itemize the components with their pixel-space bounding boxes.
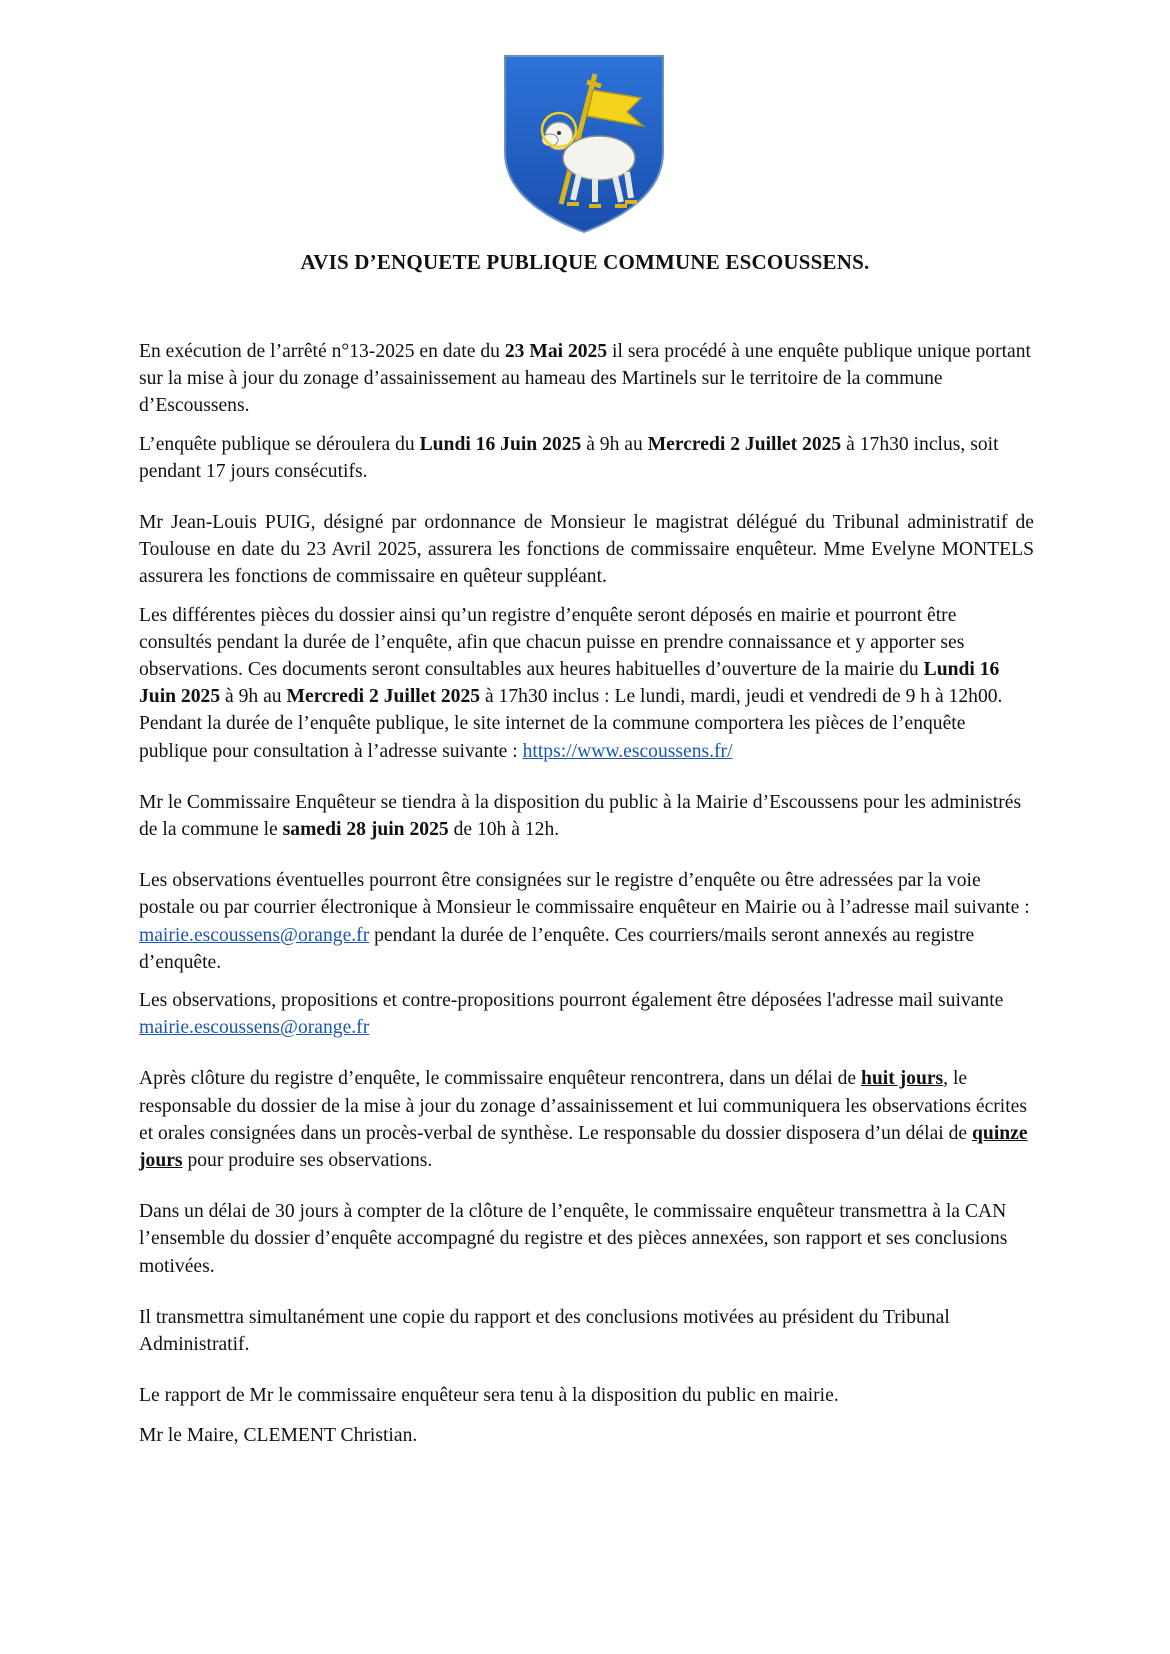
text: pour produire ses observations. — [182, 1150, 433, 1172]
text: de 10h à 12h. — [448, 819, 560, 841]
website-link[interactable]: https://www.escoussens.fr/ — [522, 740, 733, 762]
document-title: AVIS D’ENQUETE PUBLIQUE COMMUNE ESCOUSSENS. — [300, 250, 870, 274]
email-link[interactable]: mairie.escoussens@orange.fr — [139, 1017, 370, 1039]
text: Les observations éventuelles pourront être consignées sur le registre d’enquête ou être adressées par la voie postale ou par courrier électronique à Monsieur le commissaire enquêteur en Mairie ou à l’adresse mail suivante : — [139, 870, 1030, 919]
date-end: Mercredi 2 Juillet 2025 — [286, 686, 481, 708]
text: En exécution de l’arrêté n°13-2025 en date du — [139, 341, 505, 362]
coat-of-arms-icon — [503, 54, 665, 234]
paragraph-arrete — [139, 338, 1034, 420]
paragraph-permanence — [139, 789, 1034, 843]
date-end: Mercredi 2 Juillet 2025 — [647, 433, 842, 455]
text: il sera procédé à une enquête publique unique portant sur la mise à jour du zonage d’assainissement au hameau des Martinels sur le territoire de la commune d’Escoussens. — [139, 341, 1031, 417]
text: Après clôture du registre d’enquête, le commissaire enquêteur rencontrera, dans un délai de — [139, 1068, 861, 1090]
paragraph-commissaire: Mr Jean-Louis PUIG, désigné par ordonnance de Monsieur le magistrat délégué du Tribunal administratif de Toulouse en date du 23 Avril 2025, assurera les fonctions de commissaire enquêteur. Mme Evelyne MONTELS assurera les fonctions de commissaire en quêteur suppléant. — [139, 512, 1034, 588]
signature: Mr le Maire, CLEMENT Christian. — [139, 1424, 418, 1446]
paragraph-transmission-tribunal: Il transmettra simultanément une copie du rapport et des conclusions motivées au président du Tribunal Administratif. — [139, 1306, 950, 1356]
paragraph-site-internet — [139, 710, 1034, 764]
text: à 17h30 inclus, soit pendant 17 jours consécutifs. — [139, 433, 999, 482]
document-body — [139, 338, 1034, 1449]
text: Pendant la durée de l’enquête publique, le site internet de la commune comportera les pièces de l’enquête publique pour consultation à l’adresse suivante : — [139, 713, 966, 762]
text: Mr le Commissaire Enquêteur se tiendra à la disposition du public à la Mairie d’Escoussens pour les administrés de la commune le — [139, 791, 1022, 841]
text: à 17h30 inclus : Le lundi, mardi, jeudi et vendredi de 9 h à 12h00. — [480, 686, 1003, 708]
date-start: Lundi 16 Juin 2025 — [139, 659, 1000, 708]
text: à 9h au — [220, 686, 287, 708]
delay-huit-jours: huit jours — [860, 1068, 944, 1090]
text: Les différentes pièces du dossier ainsi qu’un registre d’enquête seront déposés en mairie et pourront être consultés pendant la durée de l’enquête, afin que chacun puisse en prendre connaissance et y apporter ses observations. Ces documents seront consultables aux heures habituelles d’ouverture de la mairie du — [139, 604, 965, 681]
paragraph-dossier — [139, 602, 1034, 711]
paragraph-transmission-can: Dans un délai de 30 jours à compter de la clôture de l’enquête, le commissaire enquêteur transmettra à la CAN l’ensemble du dossier d’enquête accompagné du registre et des pièces annexées, son rapport et ses conclusions motivées. — [139, 1201, 1008, 1277]
delay-quinze-jours: quinze jours — [139, 1122, 1028, 1172]
email-link[interactable]: mairie.escoussens@orange.fr — [139, 924, 370, 946]
text: à 9h au — [581, 433, 648, 455]
date-start: Lundi 16 Juin 2025 — [419, 433, 582, 455]
text: , le responsable du dossier de la mise à jour du zonage d’assainissement et lui communiquera les observations écrites et orales consignées dans un procès-verbal de synthèse. Le responsable du dossier disposera d’un délai de — [139, 1068, 1028, 1144]
paragraph-cloture — [139, 1065, 1034, 1174]
paragraph-rapport: Le rapport de Mr le commissaire enquêteur sera tenu à la disposition du public en mairie. — [139, 1385, 839, 1407]
text: Les observations, propositions et contre-propositions pourront également être déposées l'adresse mail suivante — [139, 990, 1004, 1012]
paragraph-observations — [139, 867, 1034, 976]
date-arrete: 23 Mai 2025 — [504, 341, 608, 362]
text: L’enquête publique se déroulera du — [139, 433, 420, 455]
date-permanence: samedi 28 juin 2025 — [282, 819, 449, 841]
text: pendant la durée de l’enquête. Ces courriers/mails seront annexés au registre d’enquête. — [139, 924, 975, 973]
paragraph-propositions — [139, 987, 1034, 1041]
paragraph-dates-enquete — [139, 431, 1034, 485]
